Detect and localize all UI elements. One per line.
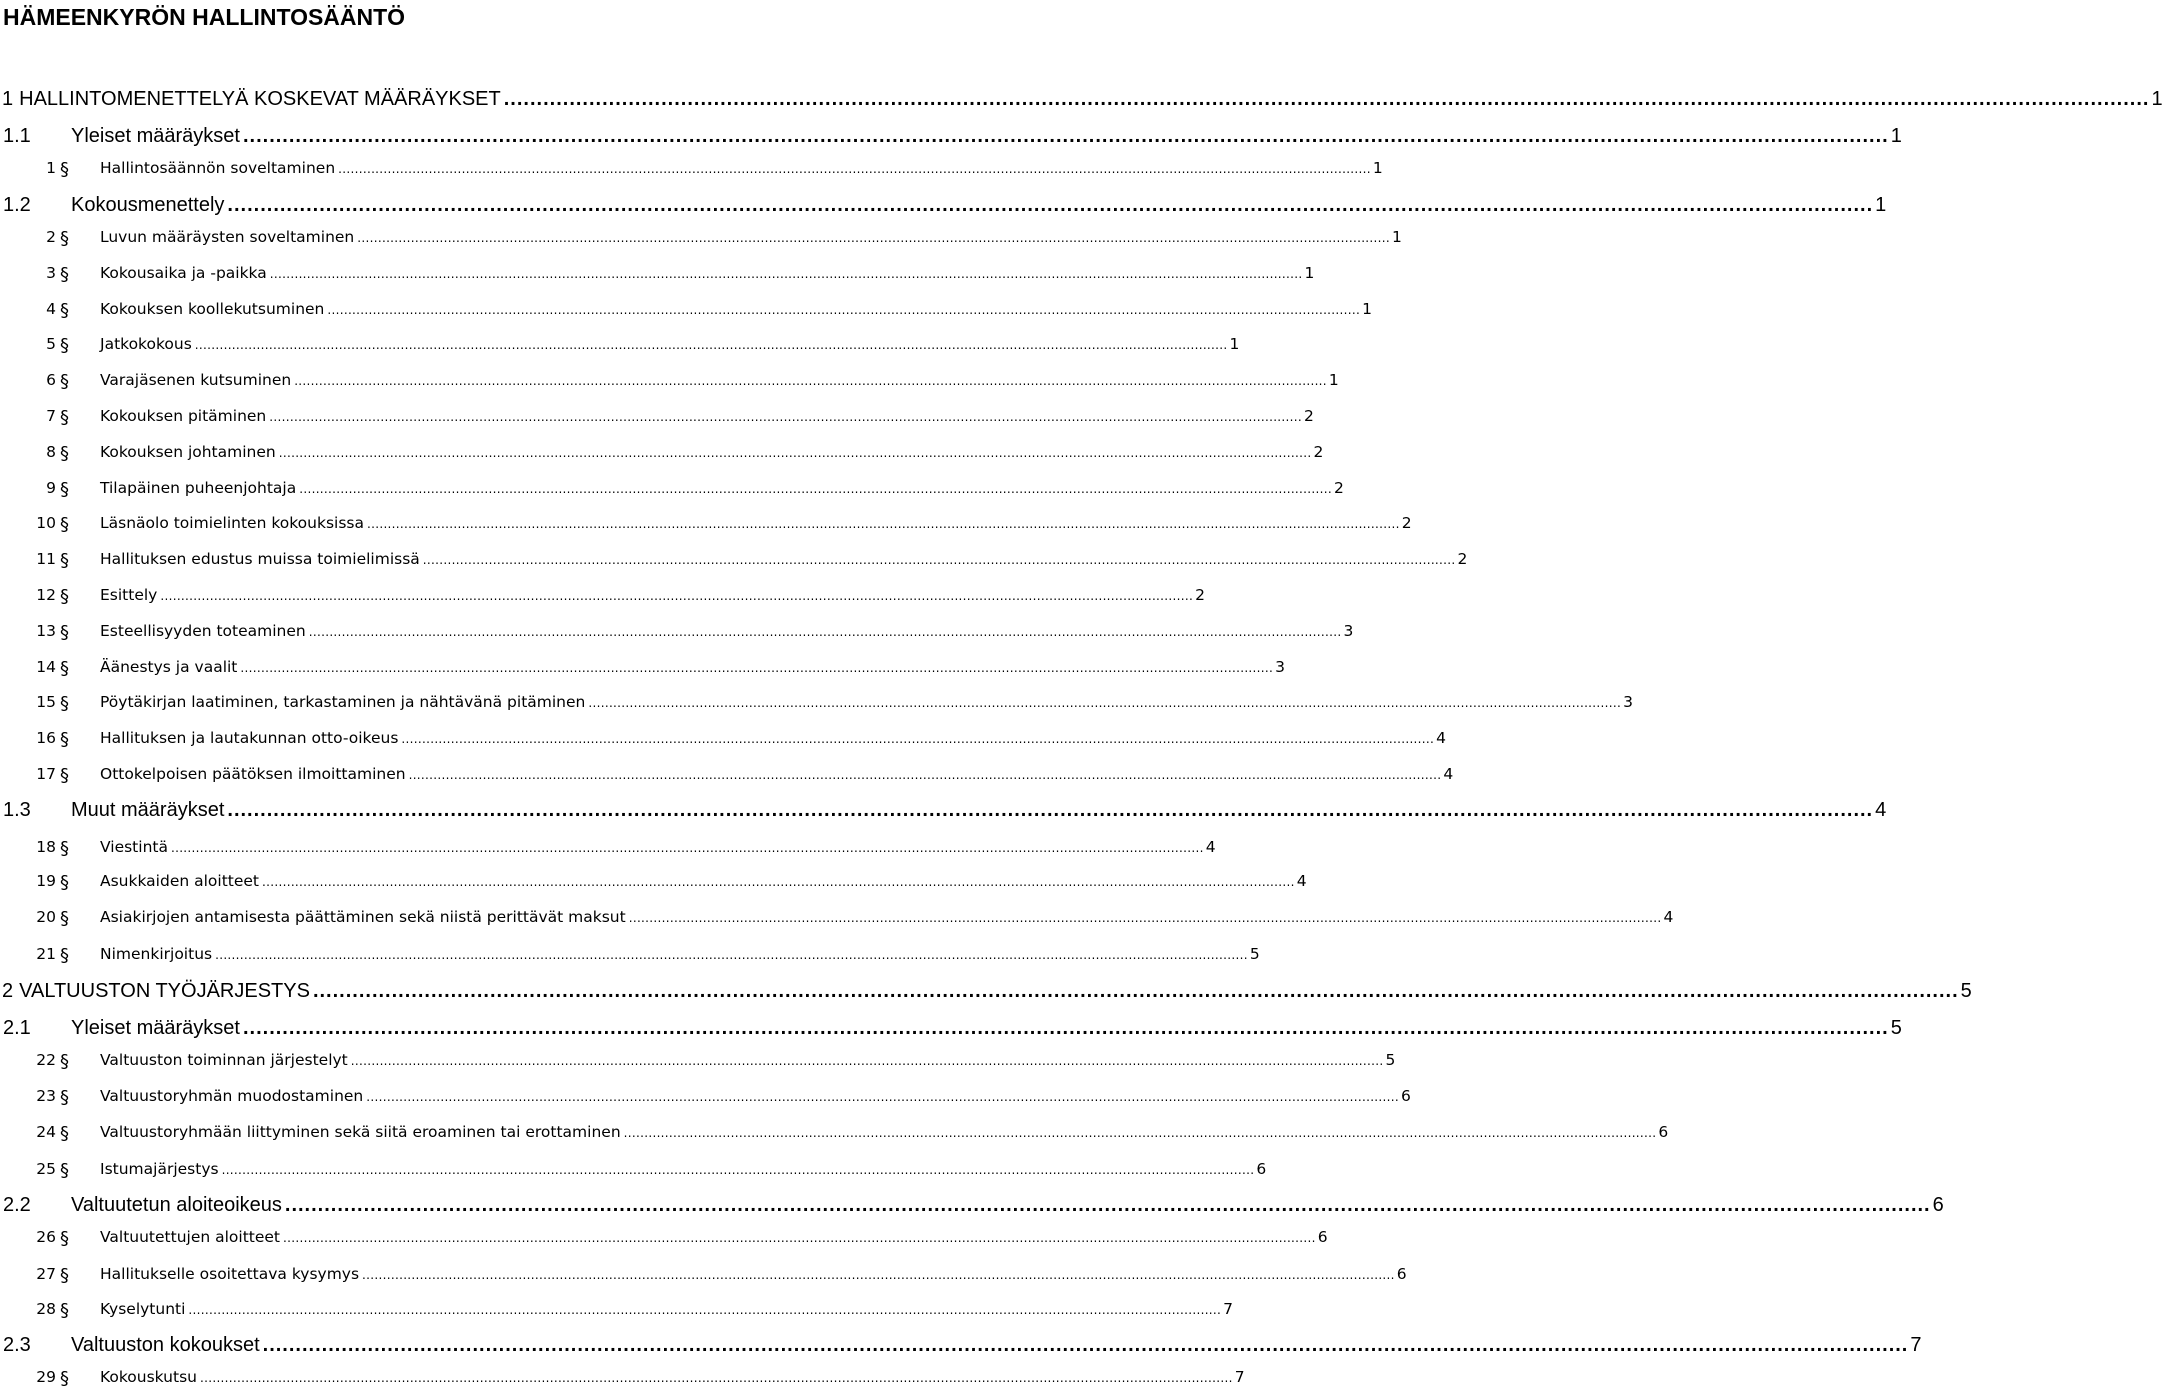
toc-entry-label: Valtuutetun aloiteoikeus [71, 1194, 282, 1216]
dot-leader: ........................................................................................................................................................................................................................................................... [408, 768, 1442, 782]
toc-entry-page-number: 1 [1362, 300, 1372, 318]
section-sign: § [60, 1228, 69, 1249]
section-sign: § [60, 622, 69, 643]
toc-entry-page-number: 5 [1960, 980, 1972, 1002]
section-sign: § [60, 658, 69, 679]
toc-entry-label: Varajäsenen kutsuminen [100, 371, 292, 389]
toc-entry[interactable] [0, 157, 1383, 180]
toc-entry-page-number: 6 [1401, 1087, 1411, 1105]
toc-entry-page-number: 6 [1932, 1194, 1944, 1216]
toc-entry-page-number: 6 [1317, 1228, 1328, 1246]
section-sign: § [60, 300, 69, 321]
toc-entry-number: 15 [36, 693, 56, 711]
dot-leader: ........................................................................................................................................................................................................................................................... [294, 374, 1327, 388]
toc-entry-label: Muut määräykset [71, 799, 225, 821]
toc-entry-number: 2.3 [3, 1334, 31, 1356]
dot-leader: ........................................................................................................................................................................................................................................................... [262, 1334, 1909, 1356]
toc-entry-page-number: 5 [1890, 1017, 1902, 1039]
toc-entry[interactable] [0, 763, 1454, 786]
dot-leader: ........................................................................................................................................................................................................................................................... [362, 1268, 1395, 1282]
dot-leader: ........................................................................................................................................................................................................................................................... [588, 696, 1622, 710]
toc-entry-page-number: 7 [1234, 1368, 1245, 1386]
toc-entry-page-number: 2 [1313, 443, 1324, 461]
toc-entry-page-number: 6 [1256, 1160, 1267, 1178]
toc-entry-number: 24 [36, 1123, 56, 1141]
toc-entry-label: Asukkaiden aloitteet [100, 872, 260, 890]
section-sign: § [60, 1051, 69, 1072]
dot-leader: ........................................................................................................................................................................................................................................................... [221, 1163, 1255, 1177]
toc-entry-label: Nimenkirjoitus [100, 945, 213, 963]
dot-leader: ........................................................................................................................................................................................................................................................... [283, 1231, 1316, 1245]
toc-entry[interactable] [0, 298, 1372, 321]
section-sign: § [60, 908, 69, 929]
section-sign: § [60, 335, 69, 356]
toc-entry-number: 6 [46, 371, 56, 389]
toc-entry-label: Yleiset määräykset [71, 125, 240, 147]
toc-entry-number: 1.3 [3, 799, 31, 821]
dot-leader: ........................................................................................................................................................................................................................................................... [242, 1017, 1889, 1039]
toc-entry-number: 1 [46, 159, 56, 177]
toc-entry-number: 25 [36, 1160, 56, 1178]
dot-leader: ........................................................................................................................................................................................................................................................... [227, 194, 1874, 216]
toc-entry-label: Läsnäolo toimielinten kokouksissa [100, 514, 364, 532]
toc-entry-page-number: 3 [1623, 693, 1633, 711]
toc-entry-page-number: 2 [1333, 479, 1344, 497]
toc-entry-number: 22 [36, 1051, 56, 1069]
section-sign: § [60, 228, 69, 249]
toc-entry-label: Pöytäkirjan laatiminen, tarkastaminen ja nähtävänä pitäminen [100, 693, 586, 711]
toc-entry-page-number: 1 [1875, 194, 1887, 216]
toc-entry-label: HALLINTOMENETTELYÄ KOSKEVAT MÄÄRÄYKSET [19, 88, 501, 110]
toc-entry-page-number: 4 [1205, 838, 1216, 856]
toc-entry-page-number: 3 [1343, 622, 1354, 640]
toc-entry-page-number: 2 [1457, 550, 1468, 568]
dot-leader: ........................................................................................................................................................................................................................................................... [240, 661, 1274, 675]
toc-entry-page-number: 5 [1385, 1051, 1396, 1069]
dot-leader: ........................................................................................................................................................................................................................................................... [284, 1194, 1931, 1216]
toc-entry-label: Kokouksen pitäminen [100, 407, 267, 425]
toc-entry[interactable] [0, 656, 1285, 679]
toc-entry[interactable] [0, 1085, 1411, 1108]
section-sign: § [60, 1160, 69, 1181]
toc-entry[interactable] [0, 441, 1324, 464]
toc-entry-number: 26 [36, 1228, 56, 1246]
toc-entry-number: 17 [36, 765, 56, 783]
dot-leader: ........................................................................................................................................................................................................................................................... [422, 553, 1456, 567]
toc-entry-page-number: 1 [1890, 125, 1902, 147]
section-sign: § [60, 765, 69, 786]
toc-entry-number: 5 [46, 335, 56, 353]
section-sign: § [60, 550, 69, 571]
dot-leader: ........................................................................................................................................................................................................................................................... [312, 980, 1959, 1002]
toc-entry[interactable] [0, 1226, 1328, 1249]
toc-entry[interactable] [0, 262, 1315, 285]
dot-leader: ........................................................................................................................................................................................................................................................... [628, 911, 1662, 925]
toc-entry[interactable] [0, 836, 1216, 859]
toc-entry[interactable] [0, 333, 1240, 356]
toc-entry[interactable] [0, 1158, 1267, 1181]
toc-entry-label: Äänestys ja vaalit [100, 658, 238, 676]
toc-entry[interactable] [0, 1298, 1234, 1321]
toc-entry-number: 2 [2, 980, 14, 1002]
section-sign: § [60, 1265, 69, 1286]
section-sign: § [60, 872, 69, 893]
toc-entry-number: 2 [46, 228, 56, 246]
toc-entry-label: Kokousaika ja -paikka [100, 264, 267, 282]
toc-entry-number: 28 [36, 1300, 56, 1318]
toc-entry-number: 19 [36, 872, 56, 890]
toc-entry-page-number: 4 [1296, 872, 1307, 890]
toc-entry-label: Kokousmenettely [71, 194, 225, 216]
toc-entry-number: 3 [46, 264, 56, 282]
section-sign: § [60, 838, 69, 859]
toc-entry[interactable] [0, 226, 1402, 249]
dot-leader: ........................................................................................................................................................................................................................................................... [357, 231, 1390, 245]
toc-entry[interactable] [0, 584, 1205, 607]
section-sign: § [60, 159, 69, 180]
toc-entry-page-number: 1 [1304, 264, 1315, 282]
dot-leader: ........................................................................................................................................................................................................................................................... [278, 446, 1312, 460]
toc-entry-number: 8 [46, 443, 56, 461]
toc-entry-label: Viestintä [100, 838, 168, 856]
toc-entry-label: Valtuutettujen aloitteet [100, 1228, 281, 1246]
dot-leader: ........................................................................................................................................................................................................................................................... [366, 1090, 1399, 1104]
toc-entry-label: Istumajärjestys [100, 1160, 219, 1178]
toc-entry[interactable] [0, 405, 1314, 428]
dot-leader: ........................................................................................................................................................................................................................................................... [242, 125, 1889, 147]
dot-leader: ........................................................................................................................................................................................................................................................... [401, 732, 1435, 746]
toc-entry-page-number: 2 [1401, 514, 1412, 532]
toc-entry[interactable] [0, 477, 1344, 500]
toc-entry-label: Kyselytunti [100, 1300, 186, 1318]
toc-entry-label: Valtuuston toiminnan järjestelyt [100, 1051, 348, 1069]
toc-entry-label: Kokouskutsu [100, 1368, 197, 1386]
toc-entry[interactable] [0, 1263, 1407, 1286]
toc-entry-label: Hallituksen ja lautakunnan otto-oikeus [100, 729, 399, 747]
toc-entry-label: Hallintosäännön soveltaminen [100, 159, 336, 177]
toc-entry[interactable] [0, 727, 1447, 750]
toc-entry-page-number: 7 [1910, 1334, 1922, 1356]
toc-entry-number: 12 [36, 586, 56, 604]
toc-entry-number: 10 [36, 514, 56, 532]
dot-leader: ........................................................................................................................................................................................................................................................... [170, 841, 1204, 855]
toc-entry-number: 1.1 [3, 125, 31, 147]
dot-leader: ........................................................................................................................................................................................................................................................... [338, 162, 1371, 176]
section-sign: § [60, 945, 69, 966]
toc-entry[interactable] [0, 799, 1887, 822]
toc-entry-page-number: 6 [1658, 1123, 1669, 1141]
toc-entry-label: Esittely [100, 586, 158, 604]
toc-entry-number: 20 [36, 908, 56, 926]
toc-entry-page-number: 1 [1328, 371, 1339, 389]
dot-leader: ........................................................................................................................................................................................................................................................... [366, 517, 1400, 531]
dot-leader: ........................................................................................................................................................................................................................................................... [227, 799, 1874, 821]
toc-entry-number: 18 [36, 838, 56, 856]
toc-entry[interactable] [0, 88, 2163, 111]
toc-entry-page-number: 2 [1304, 407, 1314, 425]
toc-entry-label: Valtuustoryhmään liittyminen sekä siitä eroaminen tai erottaminen [100, 1123, 621, 1141]
toc-entry-label: Kokouksen koollekutsuminen [100, 300, 325, 318]
toc-entry-number: 1 [2, 88, 14, 110]
toc-entry-number: 16 [36, 729, 56, 747]
toc-entry-label: Kokouksen johtaminen [100, 443, 276, 461]
dot-leader: ........................................................................................................................................................................................................................................................... [194, 338, 1228, 352]
dot-leader: ........................................................................................................................................................................................................................................................... [188, 1303, 1222, 1317]
dot-leader: ........................................................................................................................................................................................................................................................... [269, 410, 1302, 424]
dot-leader: ........................................................................................................................................................................................................................................................... [262, 875, 1295, 889]
toc-entry-label: Hallituksen edustus muissa toimielimissä [100, 550, 420, 568]
toc-entry[interactable] [0, 870, 1307, 893]
dot-leader: ........................................................................................................................................................................................................................................................... [160, 589, 1194, 603]
toc-entry-number: 1.2 [3, 194, 31, 216]
toc-entry-label: Ottokelpoisen päätöksen ilmoittaminen [100, 765, 406, 783]
toc-entry[interactable] [0, 1049, 1396, 1072]
toc-entry[interactable] [0, 906, 1674, 929]
section-sign: § [60, 729, 69, 750]
toc-entry[interactable] [0, 194, 1887, 217]
toc-entry-number: 14 [36, 658, 56, 676]
toc-entry[interactable] [0, 369, 1339, 392]
toc-entry-label: Esteellisyyden toteaminen [100, 622, 306, 640]
section-sign: § [60, 1123, 69, 1144]
toc-entry[interactable] [0, 125, 1902, 148]
toc-entry-page-number: 6 [1396, 1265, 1407, 1283]
toc-entry-label: VALTUUSTON TYÖJÄRJESTYS [19, 980, 310, 1002]
dot-leader: ........................................................................................................................................................................................................................................................... [269, 267, 1303, 281]
section-sign: § [60, 264, 69, 285]
section-sign: § [60, 443, 69, 464]
toc-entry-label: Hallitukselle osoitettava kysymys [100, 1265, 360, 1283]
toc-entry[interactable] [0, 548, 1468, 571]
section-sign: § [60, 586, 69, 607]
toc-entry-page-number: 4 [1443, 765, 1454, 783]
toc-entry-label: Jatkokokous [100, 335, 192, 353]
dot-leader: ........................................................................................................................................................................................................................................................... [199, 1371, 1233, 1385]
toc-entry[interactable] [0, 1334, 1922, 1357]
toc-entry-label: Luvun määräysten soveltaminen [100, 228, 355, 246]
toc-entry-number: 21 [36, 945, 56, 963]
toc-entry[interactable] [0, 1121, 1669, 1144]
section-sign: § [60, 1087, 69, 1108]
toc-entry[interactable] [0, 691, 1633, 714]
toc-entry[interactable] [0, 1194, 1944, 1217]
document-title: HÄMEENKYRÖN HALLINTOSÄÄNTÖ [3, 4, 406, 30]
toc-entry-page-number: 4 [1663, 908, 1674, 926]
toc-entry-number: 11 [36, 550, 56, 568]
toc-entry-number: 2.1 [3, 1017, 31, 1039]
toc-entry-page-number: 4 [1875, 799, 1887, 821]
toc-entry-page-number: 1 [1372, 159, 1383, 177]
dot-leader: ........................................................................................................................................................................................................................................................... [327, 303, 1361, 317]
toc-entry-page-number: 1 [1229, 335, 1240, 353]
toc-entry[interactable] [0, 943, 1260, 966]
toc-entry-label: Yleiset määräykset [71, 1017, 240, 1039]
toc-entry-page-number: 4 [1436, 729, 1447, 747]
dot-leader: ........................................................................................................................................................................................................................................................... [623, 1126, 1657, 1140]
toc-entry-number: 7 [46, 407, 56, 425]
toc-entry-label: Valtuuston kokoukset [71, 1334, 260, 1356]
toc-entry[interactable] [0, 512, 1412, 535]
toc-entry-label: Valtuustoryhmän muodostaminen [100, 1087, 364, 1105]
toc-entry-page-number: 5 [1249, 945, 1260, 963]
toc-entry-number: 2.2 [3, 1194, 31, 1216]
toc-entry-number: 13 [36, 622, 56, 640]
section-sign: § [60, 479, 69, 500]
section-sign: § [60, 371, 69, 392]
dot-leader: ........................................................................................................................................................................................................................................................... [503, 88, 2150, 110]
toc-entry-number: 23 [36, 1087, 56, 1105]
toc-entry-page-number: 3 [1275, 658, 1285, 676]
toc-entry-page-number: 1 [1392, 228, 1402, 246]
section-sign: § [60, 1300, 69, 1321]
toc-entry-page-number: 7 [1223, 1300, 1234, 1318]
dot-leader: ........................................................................................................................................................................................................................................................... [215, 948, 1248, 962]
section-sign: § [60, 1368, 69, 1389]
dot-leader: ........................................................................................................................................................................................................................................................... [299, 482, 1332, 496]
toc-entry[interactable] [0, 620, 1354, 643]
toc-entry-number: 29 [36, 1368, 56, 1386]
dot-leader: ........................................................................................................................................................................................................................................................... [350, 1054, 1384, 1068]
toc-entry-number: 4 [46, 300, 56, 318]
dot-leader: ........................................................................................................................................................................................................................................................... [308, 625, 1342, 639]
toc-entry[interactable] [0, 1017, 1902, 1040]
toc-entry-number: 9 [46, 479, 56, 497]
toc-entry-number: 27 [36, 1265, 56, 1283]
toc-entry-page-number: 1 [2151, 88, 2163, 110]
toc-entry-label: Asiakirjojen antamisesta päättäminen sekä niistä perittävät maksut [100, 908, 626, 926]
toc-entry-label: Tilapäinen puheenjohtaja [100, 479, 297, 497]
toc-entry[interactable] [0, 1366, 1245, 1389]
section-sign: § [60, 514, 69, 535]
section-sign: § [60, 407, 69, 428]
section-sign: § [60, 693, 69, 714]
toc-entry[interactable] [0, 980, 1972, 1003]
toc-entry-page-number: 2 [1195, 586, 1205, 604]
